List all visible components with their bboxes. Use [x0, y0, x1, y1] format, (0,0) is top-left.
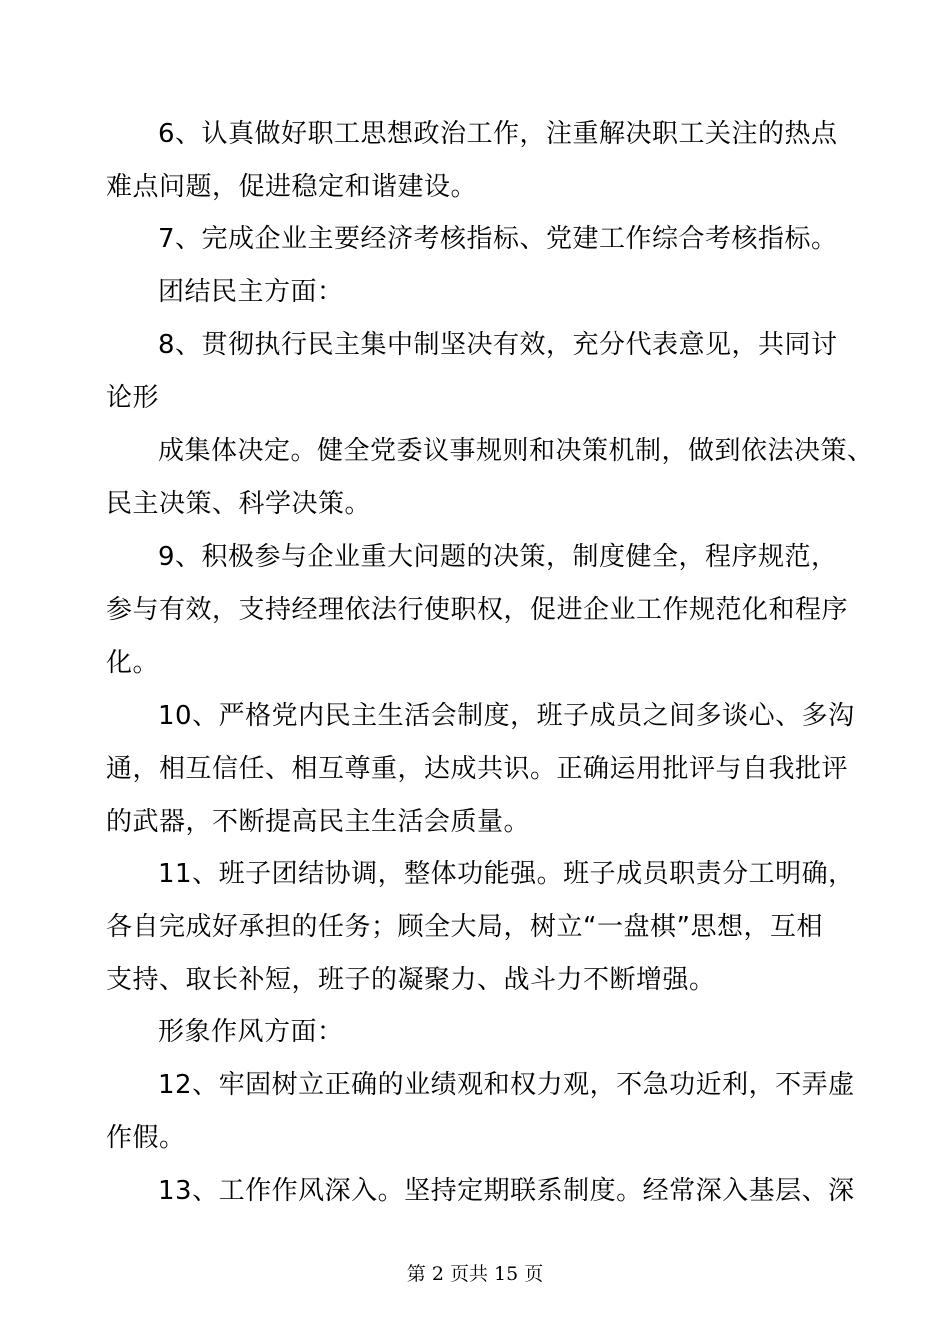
text-line: 作假。 [106, 1123, 186, 1153]
text-line: 民主决策、科学决策。 [106, 489, 372, 519]
text-line: 化。 [106, 648, 160, 678]
text-line: 论形 [106, 383, 160, 413]
text-line: 成集体决定。健全党委议事规则和决策机制，做到依法决策、 [158, 436, 874, 466]
text-line: 7、完成企业主要经济考核指标、党建工作综合考核指标。 [158, 224, 838, 254]
text-line: 6、认真做好职工思想政治工作，注重解决职工关注的热点 [158, 119, 838, 149]
text-line: 支持、取长补短，班子的凝聚力、战斗力不断增强。 [106, 965, 716, 995]
text-line: 11、班子团结协调，整体功能强。班子成员职责分工明确， [158, 859, 855, 889]
text-line: 通，相互信任、相互尊重，达成共识。正确运用批评与自我批评 [106, 754, 849, 784]
text-line: 12、牢固树立正确的业绩观和权力观，不急功近利，不弄虚 [158, 1070, 855, 1100]
page-footer: 第 2 页共 15 页 [406, 1263, 544, 1285]
text-line: 13、工作作风深入。坚持定期联系制度。经常深入基层、深 [158, 1176, 855, 1206]
text-line: 9、积极参与企业重大问题的决策，制度健全，程序规范， [158, 542, 838, 572]
text-line: 的武器，不断提高民主生活会质量。 [106, 807, 531, 837]
text-line: 参与有效，支持经理依法行使职权，促进企业工作规范化和程序 [106, 595, 849, 625]
text-line: 8、贯彻执行民主集中制坚决有效，充分代表意见，共同讨 [158, 330, 838, 360]
text-line: 难点问题，促进稳定和谐建设。 [106, 172, 478, 202]
section-heading: 形象作风方面： [158, 1017, 344, 1047]
text-line: 各自完成好承担的任务；顾全大局，树立“一盘棋”思想，互相 [106, 912, 823, 942]
section-heading: 团结民主方面： [158, 277, 344, 307]
text-line: 10、严格党内民主生活会制度，班子成员之间多谈心、多沟 [158, 701, 855, 731]
